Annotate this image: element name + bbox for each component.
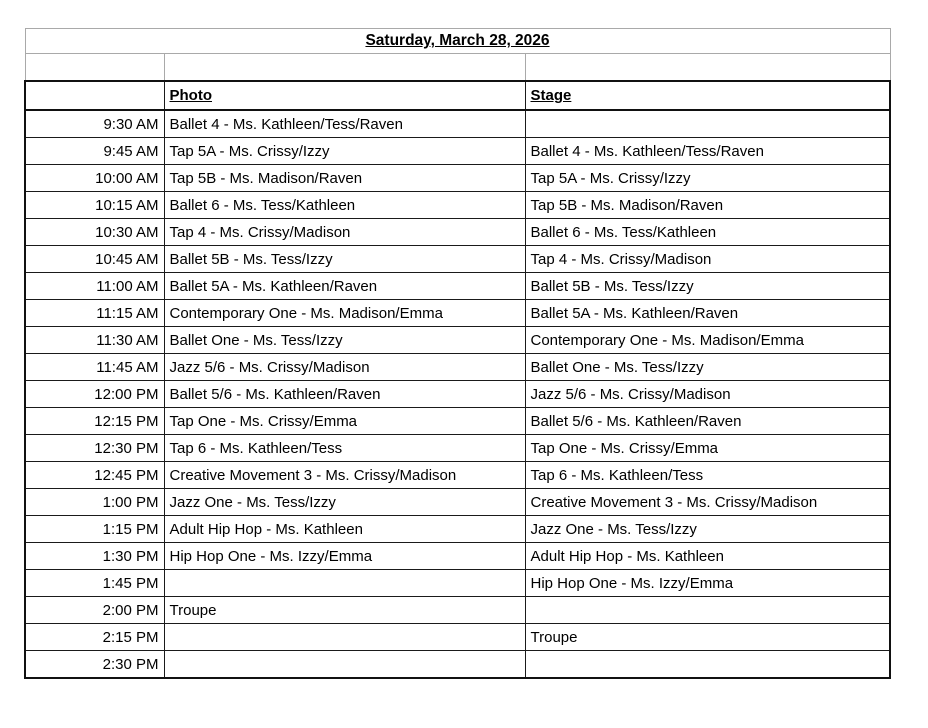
time-cell: 11:45 AM — [25, 354, 164, 381]
time-cell: 2:00 PM — [25, 597, 164, 624]
time-cell: 11:30 AM — [25, 327, 164, 354]
photo-cell: Contemporary One - Ms. Madison/Emma — [164, 300, 525, 327]
schedule-date-title: Saturday, March 28, 2026 — [25, 29, 890, 54]
time-column-header — [25, 81, 164, 110]
schedule-row — [25, 165, 890, 192]
stage-cell — [525, 597, 890, 624]
schedule-row — [25, 327, 890, 354]
time-cell: 10:45 AM — [25, 246, 164, 273]
photo-cell: Hip Hop One - Ms. Izzy/Emma — [164, 543, 525, 570]
stage-cell: Ballet 5/6 - Ms. Kathleen/Raven — [525, 408, 890, 435]
photo-cell: Troupe — [164, 597, 525, 624]
time-cell: 9:30 AM — [25, 110, 164, 138]
stage-cell: Adult Hip Hop - Ms. Kathleen — [525, 543, 890, 570]
photo-column-header: Photo — [164, 81, 525, 110]
photo-cell: Tap 5B - Ms. Madison/Raven — [164, 165, 525, 192]
photo-cell: Ballet 6 - Ms. Tess/Kathleen — [164, 192, 525, 219]
photo-cell: Tap 6 - Ms. Kathleen/Tess — [164, 435, 525, 462]
schedule-row — [25, 138, 890, 165]
time-cell: 10:15 AM — [25, 192, 164, 219]
schedule-table — [24, 28, 891, 679]
schedule-row — [25, 543, 890, 570]
schedule-row — [25, 489, 890, 516]
stage-cell: Ballet 5A - Ms. Kathleen/Raven — [525, 300, 890, 327]
schedule-row — [25, 408, 890, 435]
schedule-row — [25, 192, 890, 219]
time-cell: 1:00 PM — [25, 489, 164, 516]
spacer-cell-stage — [525, 54, 890, 82]
schedule-row — [25, 246, 890, 273]
schedule-row — [25, 273, 890, 300]
time-cell: 1:45 PM — [25, 570, 164, 597]
photo-cell — [164, 624, 525, 651]
stage-cell: Contemporary One - Ms. Madison/Emma — [525, 327, 890, 354]
stage-cell — [525, 651, 890, 679]
stage-cell: Jazz 5/6 - Ms. Crissy/Madison — [525, 381, 890, 408]
stage-column-header: Stage — [525, 81, 890, 110]
stage-cell: Tap 4 - Ms. Crissy/Madison — [525, 246, 890, 273]
stage-cell: Creative Movement 3 - Ms. Crissy/Madison — [525, 489, 890, 516]
time-cell: 2:15 PM — [25, 624, 164, 651]
title-row — [25, 29, 890, 54]
photo-cell: Tap One - Ms. Crissy/Emma — [164, 408, 525, 435]
spacer-cell-time — [25, 54, 164, 82]
photo-cell: Jazz One - Ms. Tess/Izzy — [164, 489, 525, 516]
spacer-cell-photo — [164, 54, 525, 82]
schedule-row — [25, 624, 890, 651]
time-cell: 12:00 PM — [25, 381, 164, 408]
stage-cell: Tap One - Ms. Crissy/Emma — [525, 435, 890, 462]
photo-cell: Creative Movement 3 - Ms. Crissy/Madison — [164, 462, 525, 489]
time-cell: 1:15 PM — [25, 516, 164, 543]
photo-cell: Tap 4 - Ms. Crissy/Madison — [164, 219, 525, 246]
stage-cell: Ballet 5B - Ms. Tess/Izzy — [525, 273, 890, 300]
schedule-row — [25, 110, 890, 138]
schedule-row — [25, 300, 890, 327]
photo-cell: Ballet One - Ms. Tess/Izzy — [164, 327, 525, 354]
photo-cell: Ballet 5B - Ms. Tess/Izzy — [164, 246, 525, 273]
stage-cell: Hip Hop One - Ms. Izzy/Emma — [525, 570, 890, 597]
schedule-row — [25, 570, 890, 597]
time-cell: 11:00 AM — [25, 273, 164, 300]
stage-cell: Tap 5B - Ms. Madison/Raven — [525, 192, 890, 219]
time-cell: 12:15 PM — [25, 408, 164, 435]
photo-cell: Ballet 5A - Ms. Kathleen/Raven — [164, 273, 525, 300]
schedule-row — [25, 381, 890, 408]
spacer-row — [25, 54, 890, 82]
photo-cell — [164, 651, 525, 679]
time-cell: 9:45 AM — [25, 138, 164, 165]
stage-cell: Jazz One - Ms. Tess/Izzy — [525, 516, 890, 543]
schedule-row — [25, 651, 890, 679]
schedule-row — [25, 435, 890, 462]
stage-cell — [525, 110, 890, 138]
stage-cell: Ballet 4 - Ms. Kathleen/Tess/Raven — [525, 138, 890, 165]
time-cell: 11:15 AM — [25, 300, 164, 327]
photo-cell — [164, 570, 525, 597]
time-cell: 12:30 PM — [25, 435, 164, 462]
photo-cell: Tap 5A - Ms. Crissy/Izzy — [164, 138, 525, 165]
photo-cell: Ballet 5/6 - Ms. Kathleen/Raven — [164, 381, 525, 408]
photo-cell: Adult Hip Hop - Ms. Kathleen — [164, 516, 525, 543]
time-cell: 12:45 PM — [25, 462, 164, 489]
schedule-row — [25, 516, 890, 543]
photo-cell: Ballet 4 - Ms. Kathleen/Tess/Raven — [164, 110, 525, 138]
stage-cell: Ballet One - Ms. Tess/Izzy — [525, 354, 890, 381]
time-cell: 2:30 PM — [25, 651, 164, 679]
stage-cell: Tap 6 - Ms. Kathleen/Tess — [525, 462, 890, 489]
column-header-row — [25, 81, 890, 110]
schedule-row — [25, 462, 890, 489]
schedule-row — [25, 219, 890, 246]
stage-cell: Ballet 6 - Ms. Tess/Kathleen — [525, 219, 890, 246]
time-cell: 10:30 AM — [25, 219, 164, 246]
schedule-row — [25, 354, 890, 381]
stage-cell: Tap 5A - Ms. Crissy/Izzy — [525, 165, 890, 192]
stage-cell: Troupe — [525, 624, 890, 651]
schedule-row — [25, 597, 890, 624]
time-cell: 1:30 PM — [25, 543, 164, 570]
time-cell: 10:00 AM — [25, 165, 164, 192]
photo-cell: Jazz 5/6 - Ms. Crissy/Madison — [164, 354, 525, 381]
